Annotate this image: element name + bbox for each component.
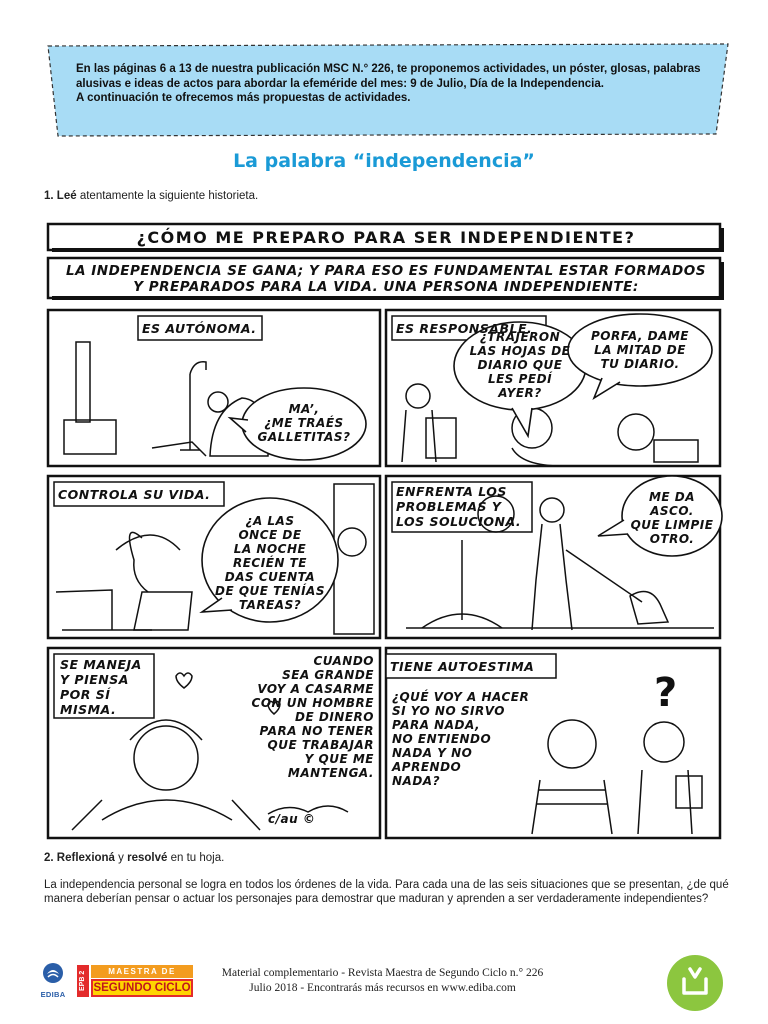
panel-2-caption: ES RESPONSABLE. (396, 321, 533, 336)
step-2-verb-2: resolvé (127, 852, 168, 864)
panel-1-caption: ES AUTÓNOMA. (142, 321, 257, 336)
comic-intro (42, 263, 730, 295)
msc-logo-top: MAESTRA DE (91, 965, 193, 978)
footer-line-2: Julio 2018 - Encontrarás más recursos en www.ediba.com (249, 982, 516, 994)
ediba-label: EDIBA (40, 990, 66, 999)
panel-6-bubble: ¿QUÉ VOY A HACER SI YO NO SIRVO PARA NADA, NO ENTIENDO NADA Y NO APRENDO NADA? (392, 690, 530, 788)
step-2-and: y (118, 852, 124, 864)
step-1-number: 1. (44, 190, 54, 202)
download-icon (681, 967, 709, 997)
panel-2-bubble-kid: PORFA, DAME LA MITAD DE TU DIARIO. (590, 329, 690, 371)
intro-line-3: A continuación te ofrecemos más propuestas de actividades. (76, 92, 411, 104)
panel-4-caption: ENFRENTA LOS PROBLEMAS Y LOS SOLUCIONA. (396, 484, 522, 529)
panel-5-caption: SE MANEJA Y PIENSA POR SÍ MISMA. (60, 657, 142, 717)
panel-2-bubble-teacher: ¿TRAJERON LAS HOJAS DE DIARIO QUE LES PEDÍ AYER? (469, 330, 571, 400)
panel-3-caption: CONTROLA SU VIDA. (58, 487, 211, 502)
comic-strip (42, 220, 730, 844)
step-2-verb-1: Reflexioná (56, 852, 115, 864)
step-2-instruction (44, 852, 224, 864)
panel-6-caption: TIENE AUTOESTIMA (390, 659, 535, 674)
comic-intro-line-1: LA INDEPENDENCIA SE GANA; Y PARA ESO ES FUNDAMENTAL ESTAR FORMADOS (66, 263, 706, 279)
panel-1-bubble: MA’, ¿ME TRAÉS GALLETITAS? (257, 402, 351, 444)
footer-text (215, 966, 550, 996)
intro-line-1: En las páginas 6 a 13 de nuestra publicación MSC N.° 226, te proponemos actividades, un póster, glosas, palabras (76, 63, 701, 75)
intro-line-2: alusivas e ideas de actos para abordar la efeméride del mes: 9 de Julio, Día de la Independencia. (76, 77, 604, 90)
step-1-text: atentamente la siguiente historieta. (79, 190, 259, 202)
epb-badge: EPB 2 (77, 965, 89, 997)
comic-title: ¿CÓMO ME PREPARO PARA SER INDEPENDIENTE? (136, 228, 636, 247)
step-1-instruction (44, 190, 258, 202)
intro-text (76, 62, 706, 106)
footer-line-1: Material complementario - Revista Maestra de Segundo Ciclo n.° 226 (221, 967, 544, 979)
panel-5-bubble: CUANDO SEA GRANDE VOY A CASARME CON UN HOMBRE DE DINERO PARA NO TENER QUE TRABAJAR Y QUE ME MANTENGA. (251, 654, 374, 780)
step-2-text: en tu hoja. (170, 852, 225, 864)
msc-logo (77, 965, 193, 997)
ediba-logo (38, 962, 68, 1002)
step-2-number: 2. (44, 852, 54, 864)
panel-3-bubble: ¿A LAS ONCE DE LA NOCHE RECIÉN TE DAS CUENTA DE QUE TENÍAS TAREAS? (215, 514, 325, 612)
question-mark-icon: ? (654, 670, 678, 716)
panel-4-bubble: ME DA ASCO. QUE LIMPIE OTRO. (630, 490, 714, 546)
msc-logo-bottom: SEGUNDO CICLO (91, 979, 193, 997)
ediba-emblem-icon (42, 962, 64, 984)
comic-intro-line-2: Y PREPARADOS PARA LA VIDA. UNA PERSONA INDEPENDIENTE: (133, 279, 639, 295)
artist-signature: c/au © (268, 812, 316, 826)
intro-banner (40, 42, 730, 138)
section-title: La palabra “independencia” (233, 150, 535, 172)
step-1-verb: Leé (56, 190, 77, 202)
activity-paragraph: La independencia personal se logra en todos los órdenes de la vida. Para cada una de las seis situaciones que se presentan, ¿de qué manera deberían pensar o actuar los personajes para demostrar que maduran y aprenden a ser verdaderamente independientes? (44, 879, 729, 905)
download-button[interactable] (667, 955, 723, 1011)
